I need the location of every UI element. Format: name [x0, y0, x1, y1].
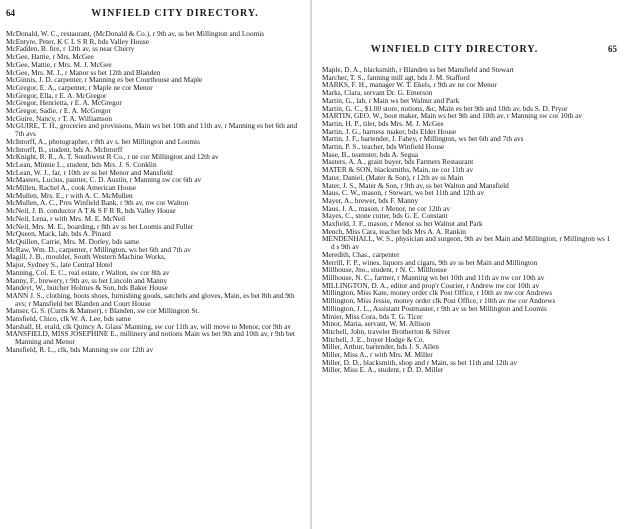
- left-page: [0, 0, 310, 529]
- directory-entry: MANN J. S., clothing, boots shoes, furnishing goods, satchels and gloves, Main, es bet 8th and 9th avs; r Mansfield bet Blanden and Court House: [6, 290, 295, 308]
- directory-entry: Miller, Miss E. A., student, r D. D. Miller: [322, 365, 444, 375]
- directory-entry: Major, Sydney S., late Central Hotel: [6, 260, 113, 270]
- directory-entry: Millhouse, N. C., farmer, r Manning ws bet 10th and 11th av nw cor 10th av: [322, 272, 545, 282]
- directory-entry: Mayes, C., stone cutter, bds G. E. Constant: [322, 211, 448, 221]
- directory-entry: Martin, G., lab, r Main ws bet Walnut and Park: [322, 95, 460, 105]
- directory-entry: Meredith, Chas., carpenter: [322, 249, 400, 259]
- directory-entry: MARTIN, GEO. W., boot maker, Main ws bet 9th and 10th av, r Manning sw cor 10th av: [322, 111, 583, 121]
- left-entry-list: [6, 30, 306, 354]
- directory-entry: Manny, F., brewery, r 9th av, ss bet Lincoln and Manny: [6, 275, 168, 285]
- directory-entry: McQuillen, Carrie, Mrs. M. Dorley, bds same: [6, 236, 140, 246]
- directory-entry: McGee, Mrs. M. J., r Manor ss bet 12th and Blanden: [6, 67, 161, 77]
- directory-entry: McQueen, Mack, lab, bds A. Pinard: [6, 229, 111, 239]
- directory-entry: Martin, G. C., $1.00 store, notions, &c, Main es bet 9th and 10th av, bds S. D. Pryor: [322, 103, 568, 113]
- directory-entry: Maus, J. A., mason, r Menor, ne cor 12th av: [322, 203, 450, 213]
- directory-entry: McGinnis, J. D. carpenter, r Manning es bet Courthouse and Maple: [6, 75, 203, 85]
- directory-entry: McGregor, Henrietta, r E. A. McGregor: [6, 98, 122, 108]
- left-page-header: [0, 8, 310, 22]
- directory-entry: Mayer, A., brewer, bds F. Manny: [322, 195, 419, 205]
- directory-entry: Millington, Miss Kate, money order clk Post Office, r 10th av nw cor Andrews: [322, 288, 553, 298]
- directory-entry: McGUIRE, T. H., groceries and provisions, Main ws bet 10th and 11th av, r Manning es bet 6th and 7th avs: [6, 121, 298, 139]
- directory-entry: Miller, D. D., blacksmith, shop and r Main, ss bet 11th and 12th av: [322, 357, 518, 367]
- directory-entry: McNeil, Mrs. M. E., boarding, r 8th av ss bet Loomis and Fuller: [6, 221, 194, 231]
- directory-entry: McMasters, Lucius, painter, C. D. Austin, r Manning sw cor 6th av: [6, 175, 202, 185]
- directory-entry: McLean, W. J., far, r 10th av ss bet Menor and Mansfield: [6, 167, 173, 177]
- directory-entry: Maxfield, J. F., mason, r Menor ss bet Walnut and Park: [322, 219, 483, 229]
- directory-entry: Minier, Miss Cora, bds T. G. Ticer: [322, 311, 423, 321]
- directory-entry: McIntorff, B., student, bds A. McIntorff: [6, 144, 123, 154]
- directory-entry: McKnight, R. R., A. T. Southwest R Co., r ne cor Millington and 12th av: [6, 152, 219, 162]
- directory-entry: McGregor, Sadie, r E. A. McGregor: [6, 106, 111, 116]
- directory-entry: Mandeyt, W., butcher Holmes & Son, bds Baker House: [6, 283, 168, 293]
- directory-entry: MANSFIELD, MISS JOSEPHINE E., millinery and notions Main ws bet 9th and 10th av, r 9th bet Manning and Menor: [6, 329, 295, 347]
- directory-entry: Miller, Miss A., r with Mrs. M. Miller: [322, 350, 433, 360]
- directory-entry: Martin, H. P., tiler, bds Mrs. M. J. McGee: [322, 118, 444, 128]
- left-page-number: 64: [6, 8, 15, 18]
- directory-entry: Martin, P. S., teacher, bds Winfield House: [322, 142, 445, 152]
- directory-entry: McNeil, Lena, r with Mrs. M. E. McNeil: [6, 213, 126, 223]
- directory-entry: MARKS, F. H., manager W. T. Ekels, r 9th av ne cor Menor: [322, 80, 497, 90]
- directory-entry: Miller, Arthur, bartender, bds J. S. Allen: [322, 342, 439, 352]
- directory-entry: McGee, Hattie, r Mrs. McGee: [6, 52, 94, 62]
- directory-entry: Mansfield, R. L., clk, bds Manning sw cor 12th av: [6, 344, 154, 354]
- right-page-number: 65: [608, 44, 617, 54]
- directory-entry: Minor, Maria, servant, W. M. Allison: [322, 319, 431, 329]
- directory-entry: McMullen, A. C., Pres Winfield Bank, r 9th av, nw cor Walton: [6, 198, 189, 208]
- directory-entry: Maus, C. W., mason, r Stewart, ws bet 11th and 12th av: [322, 188, 485, 198]
- directory-entry: Mase, B., teamster, bds A. Segua: [322, 149, 419, 159]
- directory-entry: Marshall, H. erald, clk Quincy A. Glass' Manning, sw cor 11th av, will move to Menor, cor 9th av: [6, 321, 292, 331]
- directory-entry: Manning, Col. E. C., real estate, r Walton, sw cor 8th av: [6, 267, 170, 277]
- left-running-head: WINFIELD CITY DIRECTORY.: [91, 8, 259, 19]
- right-running-head: WINFIELD CITY DIRECTORY.: [370, 44, 539, 55]
- directory-entry: McGregor, E. A., carpenter, r Maple ne cor Menor: [6, 82, 153, 92]
- directory-entry: Marks, Clara, servant Dr. G. Emerson: [322, 88, 433, 98]
- directory-entry: MATER & SON, blacksmiths, Main, ne cor 11th av: [322, 165, 474, 175]
- directory-entry: Mench, Miss Cara, teacher bds Mrs A. A. Rankin: [322, 226, 466, 236]
- directory-entry: McMullen, Mrs. E., r with A. C. McMullen: [6, 190, 133, 200]
- directory-entry: MENDENHALL, W. S., physician and surgeon, 9th av bet Main and Millington, r Millington ws 1 d s 9th av: [322, 234, 611, 252]
- directory-entry: McRaw, Wm. D., carpenter, r Millington, ws bet 6th and 7th av: [6, 244, 191, 254]
- directory-entry: Maple, D. A., blacksmith, r Blanden ss bet Mansfield and Stewart: [322, 65, 514, 74]
- directory-entry: Manser, G. S. (Curns & Manser), r Blanden, sw cor Millington St.: [6, 306, 200, 316]
- directory-entry: MILLINGTON, D. A., editor and prop'r Courier, r Andrew nw cor 10th av: [322, 280, 540, 290]
- directory-entry: McIntorff, A., photographer, r 8th av s. bet Millington and Loomis: [6, 136, 200, 146]
- directory-entry: McEntyre, Peter, K C L S R R, bds Valley House: [6, 36, 149, 46]
- directory-entry: Merrill, F. P., wines, liquors and cigars, 9th av ss bet Main and Millington: [322, 257, 538, 267]
- directory-entry: Masters, A. A., grain buyer, bds Farmers Restaurant: [322, 157, 474, 167]
- directory-entry: Mitchell, J. E., buyer Hodge & Co.: [322, 334, 425, 344]
- directory-entry: Millington, J. L., Assistant Postmaster, r 9th av ss bet Millington and Loomis: [322, 303, 547, 313]
- right-page-header: [312, 44, 627, 58]
- directory-entry: McMillen, Rachel A., cook American House: [6, 183, 137, 193]
- directory-entry: McGuire, Nancy, r T. A. Williamson: [6, 113, 113, 123]
- directory-entry: McLean, Minnie L., student, bds Mrs. J. S. Conklin: [6, 159, 157, 169]
- right-entry-list: [322, 66, 615, 374]
- directory-entry: Millhouse, Jno., student, r N. C. Millhouse: [322, 265, 447, 275]
- directory-entry: Mansfield, Chico, clk W. A. Lee, bds same: [6, 314, 131, 324]
- directory-entry: Mitchell, John, traveler Brotherton & Silver: [322, 326, 451, 336]
- directory-entry: Martin, J. G., harness maker, bds Elder House: [322, 126, 457, 136]
- directory-entry: Marcher, T. S., fanning mill agt, bds J. M. Stafford: [322, 72, 470, 82]
- directory-entry: Mater, Daniel, (Mater & Son), r 12th av ss Main: [322, 172, 464, 182]
- directory-entry: McDonald, W. C., restaurant, (McDonald & Co.), r 9th av, ss bet Millington and Loomis: [6, 29, 265, 38]
- directory-entry: McNeil, J. B. conductor A T & S F R R, bds Valley House: [6, 206, 176, 216]
- directory-entry: Magill, J. B., moulder, South Western Machine Works,: [6, 252, 166, 262]
- directory-entry: McGregor, Ella, r E. A. McGregor: [6, 90, 107, 100]
- directory-entry: Millington, Miss Jessie, money order clk Post Office, r 10th av nw cor Andrews: [322, 296, 556, 306]
- directory-entry: Martin, J. F., bartender, J. Fahey, r Millington, ws bet 6th and 7th avs: [322, 134, 524, 144]
- right-page: [312, 0, 627, 529]
- directory-entry: McGee, Mattie, r Mrs. M. J. McGee: [6, 59, 112, 69]
- directory-entry: McFadden, B. fire, r 12th av, ss near Cherry: [6, 44, 135, 54]
- directory-entry: Mater, J. S., Mater & Son, r 9th av, ss bet Walton and Mansfield: [322, 180, 509, 190]
